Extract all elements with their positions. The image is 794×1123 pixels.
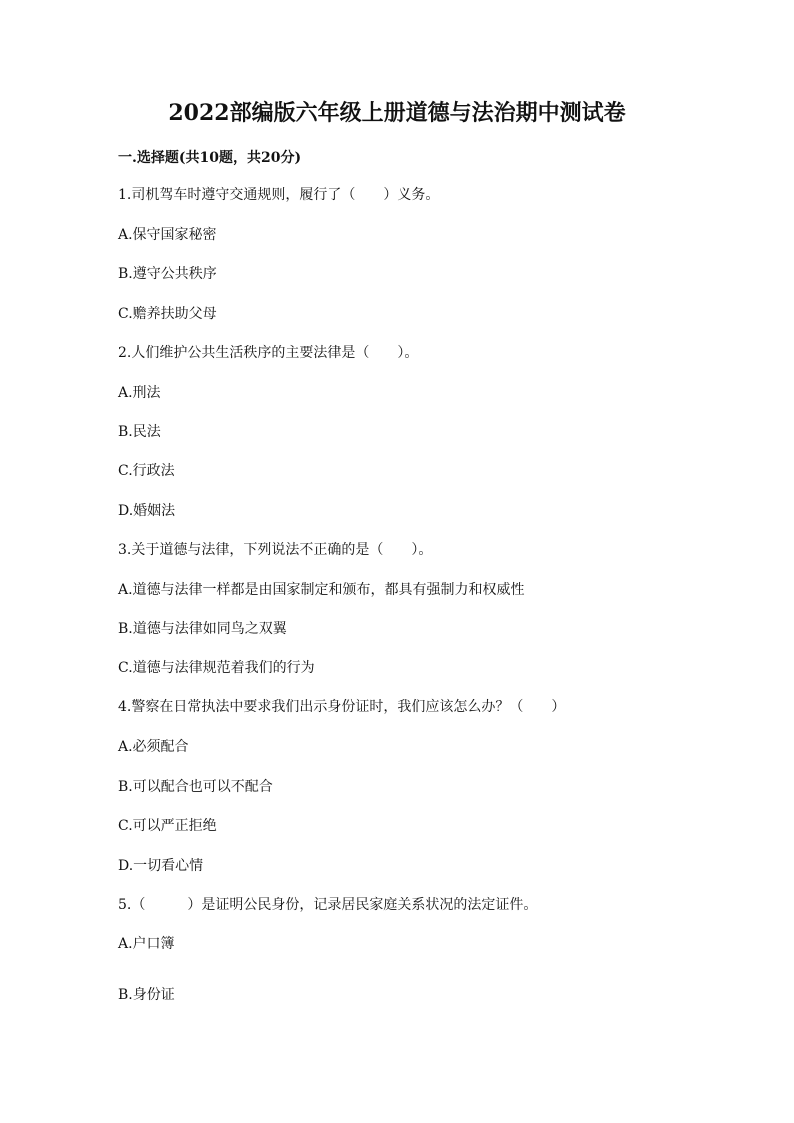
question-4-option-d: D.一切看心情 [118,858,204,874]
question-4-option-b: B.可以配合也可以不配合 [118,779,273,795]
question-5-option-a: A.户口簿 [118,936,175,952]
section-heading: 一.选择题(共10题，共20分) [118,150,302,166]
question-4-stem: 4.警察在日常执法中要求我们出示身份证时，我们应该怎么办？（ ） [118,699,566,715]
question-3-option-c: C.道德与法律规范着我们的行为 [118,660,315,676]
question-3-option-b: B.道德与法律如同鸟之双翼 [118,621,287,637]
question-2-option-c: C.行政法 [118,463,175,479]
question-1-option-a: A.保守国家秘密 [118,227,217,243]
question-2-option-d: D.婚姻法 [118,503,176,519]
question-1-stem: 1.司机驾车时遵守交通规则，履行了（ ）义务。 [118,187,440,203]
question-3-stem: 3.关于道德与法律，下列说法不正确的是（ ）。 [118,542,433,558]
question-1-option-b: B.遵守公共秩序 [118,266,217,282]
question-3-option-a: A.道德与法律一样都是由国家制定和颁布，都具有强制力和权威性 [118,582,525,598]
question-1-option-c: C.赡养扶助父母 [118,306,217,322]
question-4-option-c: C.可以严正拒绝 [118,818,217,834]
question-5-stem: 5.（ ）是证明公民身份，记录居民家庭关系状况的法定证件。 [118,897,538,913]
question-4-option-a: A.必须配合 [118,739,189,755]
question-2-option-b: B.民法 [118,424,161,440]
document-title: 2022部编版六年级上册道德与法治期中测试卷 [168,100,626,126]
question-5-option-b: B.身份证 [118,987,175,1003]
question-2-option-a: A.刑法 [118,385,161,401]
question-2-stem: 2.人们维护公共生活秩序的主要法律是（ ）。 [118,345,419,361]
